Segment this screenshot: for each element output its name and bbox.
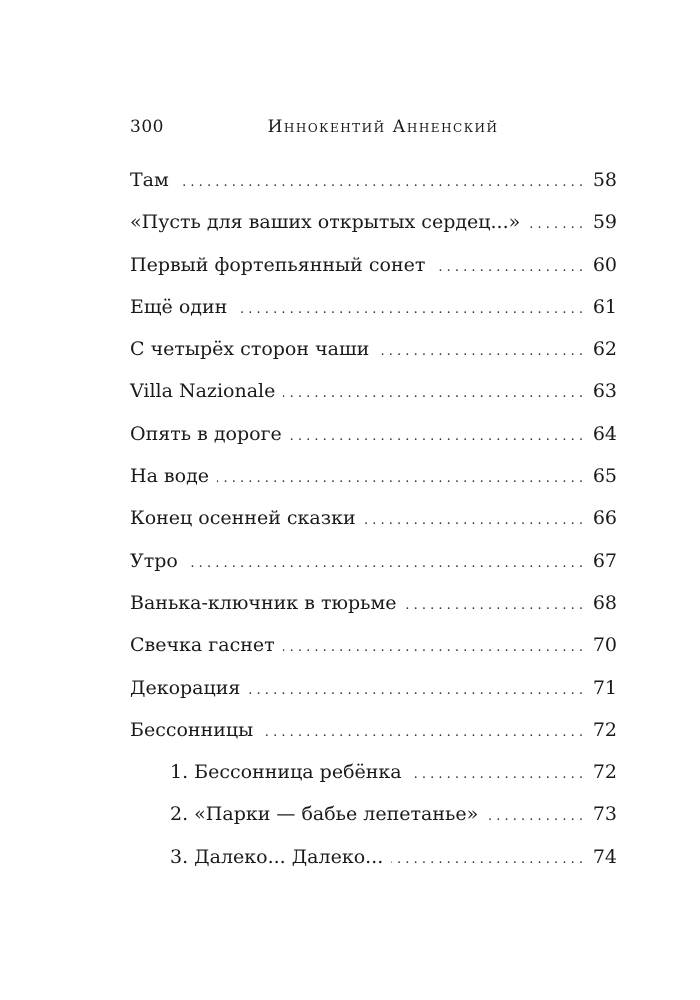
- toc-entry: [130, 338, 617, 380]
- toc-entry-title: Ванька-ключник в тюрьме: [130, 591, 397, 614]
- toc-entry-title: 2. «Парки — бабье лепетанье»: [170, 803, 479, 826]
- page-number: 300: [130, 117, 164, 137]
- toc-leader-dots: [377, 344, 583, 366]
- toc-entry-title: 3. Далеко... Далеко...: [170, 845, 384, 868]
- table-of-contents: [130, 169, 617, 888]
- toc-leader-dots: [405, 598, 583, 620]
- toc-entry-page: 63: [592, 380, 617, 403]
- toc-entry: [130, 507, 617, 549]
- toc-subentry: [130, 803, 617, 845]
- running-head: Иннокентий Анненский: [267, 117, 499, 137]
- toc-leader-dots: [283, 640, 583, 662]
- toc-entry-page: 64: [592, 422, 617, 445]
- toc-entry-title: 1. Бессонница ребёнка: [170, 761, 402, 784]
- toc-leader-dots: [283, 386, 583, 408]
- toc-entry: [130, 677, 617, 719]
- toc-leader-dots: [186, 556, 583, 578]
- toc-entry: [130, 254, 617, 296]
- toc-entry-page: 58: [592, 169, 617, 191]
- toc-leader-dots: [177, 175, 583, 197]
- toc-entry-page: 74: [592, 845, 617, 868]
- toc-entry-page: 62: [592, 338, 617, 361]
- toc-leader-dots: [528, 217, 583, 239]
- toc-entry-title: Конец осенней сказки: [130, 507, 356, 530]
- toc-entry-page: 59: [592, 211, 617, 234]
- toc-entry-title: «Пусть для ваших открытых сердец...»: [130, 211, 521, 234]
- toc-entry-title: Бессонницы: [130, 718, 254, 741]
- toc-entry: [130, 423, 617, 465]
- toc-leader-dots: [433, 260, 583, 282]
- toc-entry: [130, 719, 617, 761]
- toc-entry-page: 73: [592, 803, 617, 826]
- toc-leader-dots: [290, 429, 583, 451]
- toc-leader-dots: [410, 767, 583, 789]
- toc-entry-title: Villa Nazionale: [130, 380, 276, 403]
- toc-entry-page: 61: [592, 295, 617, 318]
- toc-entry-title: Утро: [130, 549, 178, 572]
- toc-entry: [130, 380, 617, 422]
- toc-entry-page: 66: [592, 507, 617, 530]
- toc-entry-title: На воде: [130, 465, 210, 488]
- toc-entry-page: 65: [592, 465, 617, 488]
- toc-entry-title: С четырёх сторон чаши: [130, 338, 370, 361]
- toc-entry: [130, 465, 617, 507]
- toc-entry: [130, 592, 617, 634]
- toc-entry-page: 60: [592, 253, 617, 276]
- toc-entry-page: 72: [592, 761, 617, 784]
- toc-entry-page: 67: [592, 549, 617, 572]
- toc-leader-dots: [217, 471, 583, 493]
- toc-entry-title: Опять в дороге: [130, 422, 282, 445]
- toc-entry-page: 71: [592, 676, 617, 699]
- toc-leader-dots: [248, 683, 583, 705]
- toc-entry: [130, 169, 617, 211]
- page-header: [130, 117, 620, 141]
- toc-entry-title: Свечка гаснет: [130, 634, 275, 657]
- toc-leader-dots: [486, 809, 583, 831]
- toc-entry-title: Ещё один: [130, 295, 228, 318]
- toc-entry-title: Первый фортепьянный сонет: [130, 253, 426, 276]
- toc-leader-dots: [235, 302, 583, 324]
- toc-leader-dots: [261, 725, 583, 747]
- toc-leader-dots: [391, 852, 583, 874]
- toc-entry: [130, 634, 617, 676]
- toc-subentry: [130, 846, 617, 888]
- toc-entry-page: 70: [592, 634, 617, 657]
- toc-entry-title: Там: [130, 169, 169, 191]
- toc-entry-page: 68: [592, 591, 617, 614]
- toc-entry: [130, 296, 617, 338]
- toc-leader-dots: [364, 513, 583, 535]
- toc-entry-title: Декорация: [130, 676, 241, 699]
- toc-subentry: [130, 761, 617, 803]
- toc-entry: [130, 550, 617, 592]
- toc-entry: [130, 211, 617, 253]
- toc-entry-page: 72: [592, 718, 617, 741]
